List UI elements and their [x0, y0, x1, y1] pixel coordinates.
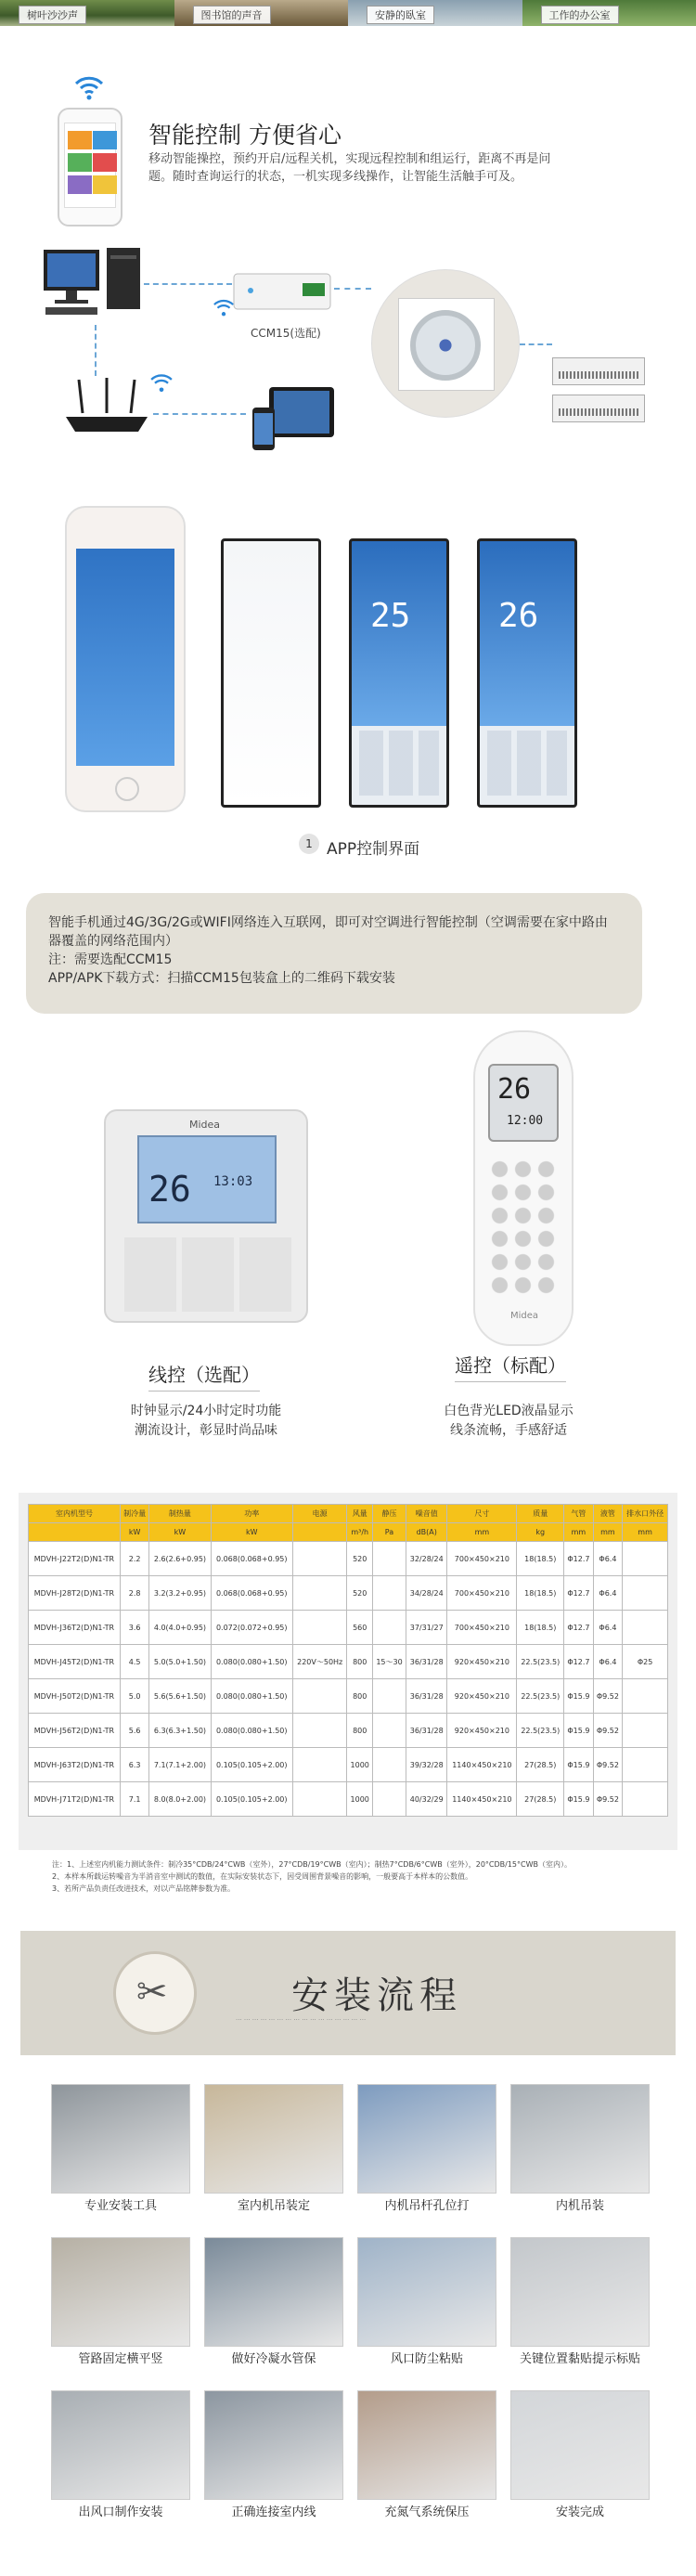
- table-cell: 800: [347, 1679, 372, 1714]
- install-step: [204, 2390, 343, 2525]
- table-cell: Φ15.9: [564, 1782, 594, 1817]
- table-cell: 22.5(23.5): [517, 1645, 564, 1679]
- table-cell: 2.8: [120, 1576, 148, 1611]
- table-cell: 4.5: [120, 1645, 148, 1679]
- table-header-cell: 液管: [593, 1505, 623, 1523]
- photo-caption: 图书馆的声音: [193, 6, 271, 24]
- table-cell: 920×450×210: [447, 1714, 517, 1748]
- table-cell: 36/31/28: [406, 1679, 447, 1714]
- table-header-cell: 质量: [517, 1505, 564, 1523]
- table-header-cell: 尺寸: [447, 1505, 517, 1523]
- table-cell: Φ12.7: [564, 1645, 594, 1679]
- table-header-cell: 静压: [372, 1505, 406, 1523]
- table-header-cell: 噪音值: [406, 1505, 447, 1523]
- table-unit-cell: kW: [120, 1523, 148, 1542]
- table-cell: 36/31/28: [406, 1645, 447, 1679]
- info-box: [26, 893, 642, 1014]
- table-unit-cell: mm: [623, 1523, 668, 1542]
- brand-logo: Midea: [189, 1119, 221, 1131]
- table-cell: 1140×450×210: [447, 1748, 517, 1782]
- smart-control-headline: 智能控制 方便省心: [148, 122, 342, 149]
- table-cell: 0.080(0.080+1.50): [211, 1679, 292, 1714]
- table-cell: 4.0(4.0+0.95): [149, 1611, 211, 1645]
- table-cell: Φ9.52: [593, 1714, 623, 1748]
- table-cell: 1000: [347, 1782, 372, 1817]
- connection-line: [95, 325, 97, 376]
- table-cell: [623, 1611, 668, 1645]
- table-cell: Φ6.4: [593, 1576, 623, 1611]
- install-step: [510, 2084, 650, 2219]
- table-cell: [623, 1714, 668, 1748]
- table-cell: 22.5(23.5): [517, 1679, 564, 1714]
- table-cell: 5.6: [120, 1714, 148, 1748]
- photo-bedroom: [348, 0, 522, 26]
- install-step-label: 关键位置黏贴提示标贴: [519, 2352, 640, 2366]
- table-header-cell: 制热量: [149, 1505, 211, 1523]
- table-row: [29, 1611, 668, 1645]
- wired-controller-image: [104, 1109, 308, 1323]
- table-cell: 7.1: [120, 1782, 148, 1817]
- install-step-photo: [357, 2390, 496, 2500]
- install-step: [357, 2390, 496, 2525]
- table-cell: 0.072(0.072+0.95): [211, 1611, 292, 1645]
- install-step-label: 室内机吊装定: [237, 2199, 310, 2213]
- table-cell: 37/31/27: [406, 1611, 447, 1645]
- wifi-icon: [212, 297, 236, 317]
- table-cell: Φ15.9: [564, 1714, 594, 1748]
- smart-control-description: 移动智能操控，预约开启/远程关机，实现远程控制和组运行，距离不再是问题。随时查询运行的状态，一机实现多线操作，让智能生活触手可及。: [148, 152, 551, 184]
- install-step-photo: [357, 2237, 496, 2347]
- table-unit-cell: kW: [211, 1523, 292, 1542]
- table-cell: [372, 1748, 406, 1782]
- install-step-photo: [510, 2084, 650, 2194]
- router-image: [60, 376, 153, 436]
- table-cell: 800: [347, 1714, 372, 1748]
- smartphone-image: [58, 108, 122, 227]
- table-cell: [623, 1576, 668, 1611]
- tablet-and-phone-image: [251, 385, 353, 452]
- photo-caption: 工作的办公室: [541, 6, 619, 24]
- table-header-cell: 排水口外径: [623, 1505, 668, 1523]
- table-cell: 520: [347, 1576, 372, 1611]
- install-subtitle: ··· ··· ··· ··· ··· ··· ··· ··· ··· ··· ··· ··· ··· ··· ··· ···: [236, 2016, 367, 2024]
- wifi-icon: [148, 371, 174, 394]
- table-row: [29, 1679, 668, 1714]
- table-cell: 15～30: [372, 1645, 406, 1679]
- table-unit-cell: dB(A): [406, 1523, 447, 1542]
- table-cell: [292, 1714, 347, 1748]
- table-cell: [623, 1782, 668, 1817]
- install-step-label: 专业安装工具: [84, 2199, 157, 2213]
- table-cell: 6.3(6.3+1.50): [149, 1714, 211, 1748]
- info-line: APP/APK下载方式：扫描CCM15包装盒上的二维码下载安装: [48, 971, 395, 986]
- table-cell: 6.3: [120, 1748, 148, 1782]
- install-step-photo: [204, 2390, 343, 2500]
- table-cell: MDVH-J28T2(D)N1-TR: [29, 1576, 121, 1611]
- install-step-label: 内机吊装: [555, 2199, 604, 2213]
- table-cell: 700×450×210: [447, 1576, 517, 1611]
- table-cell: MDVH-J36T2(D)N1-TR: [29, 1611, 121, 1645]
- table-cell: 18(18.5): [517, 1542, 564, 1576]
- table-cell: 0.080(0.080+1.50): [211, 1714, 292, 1748]
- install-step-label: 安装完成: [555, 2505, 604, 2519]
- install-step: [357, 2084, 496, 2219]
- table-cell: Φ12.7: [564, 1542, 594, 1576]
- connection-line: [334, 288, 371, 290]
- install-step: [510, 2390, 650, 2525]
- connection-line: [520, 343, 552, 345]
- table-cell: [372, 1576, 406, 1611]
- table-cell: 5.6(5.6+1.50): [149, 1679, 211, 1714]
- install-step: [510, 2237, 650, 2372]
- controller-temp: 26: [148, 1169, 191, 1210]
- note-line: 注：1、上述室内机能力测试条件：制冷35°CDB/24°CWB（室外），27°CDB/19°CWB（室内）；制热7°CDB/6°CWB（室外），20°CDB/15°CWB（室内）。: [52, 1860, 572, 1869]
- table-unit-cell: Pa: [372, 1523, 406, 1542]
- note-line: 2、本样本所载运转噪音为半消音室中测试的数值，在实际安装状态下，因受周围背景噪音的影响，一般要高于本样本的公数值。: [52, 1872, 473, 1881]
- table-header-cell: 功率: [211, 1505, 292, 1523]
- app-screen-image: [349, 538, 449, 808]
- install-step-label: 内机吊杆孔位打: [384, 2199, 470, 2213]
- table-cell: 2.2: [120, 1542, 148, 1576]
- table-cell: 0.068(0.068+0.95): [211, 1576, 292, 1611]
- install-step-label: 正确连接室内线: [231, 2505, 316, 2519]
- table-row: [29, 1748, 668, 1782]
- remote-clock: 12:00: [507, 1114, 544, 1128]
- install-step-photo: [204, 2237, 343, 2347]
- table-unit-cell: m³/h: [347, 1523, 372, 1542]
- table-cell: 2.6(2.6+0.95): [149, 1542, 211, 1576]
- table-cell: 560: [347, 1611, 372, 1645]
- indoor-unit-image: [552, 395, 645, 422]
- ccm15-label: CCM15(选配): [251, 327, 321, 340]
- install-step-label: 风口防尘粘贴: [390, 2352, 463, 2366]
- photo-leaves: [0, 0, 174, 26]
- table-cell: 22.5(23.5): [517, 1714, 564, 1748]
- install-step: [204, 2084, 343, 2219]
- wifi-icon: [72, 74, 106, 100]
- table-cell: 39/32/28: [406, 1748, 447, 1782]
- table-unit-cell: mm: [593, 1523, 623, 1542]
- table-cell: Φ9.52: [593, 1748, 623, 1782]
- ccm15-gateway-image: [232, 265, 334, 316]
- table-row: [29, 1714, 668, 1748]
- table-cell: MDVH-J50T2(D)N1-TR: [29, 1679, 121, 1714]
- table-unit-cell: [292, 1523, 347, 1542]
- install-step: [51, 2084, 190, 2219]
- wired-controller-desc: 时钟显示/24小时定时功能 潮流设计，彰显时尚品味: [130, 1404, 282, 1438]
- caption-number-badge: 1: [299, 834, 319, 854]
- install-step-photo: [51, 2237, 190, 2347]
- table-cell: 1140×450×210: [447, 1782, 517, 1817]
- table-cell: 0.080(0.080+1.50): [211, 1645, 292, 1679]
- table-cell: 800: [347, 1645, 372, 1679]
- table-header-cell: 制冷量: [120, 1505, 148, 1523]
- table-cell: 0.105(0.105+2.00): [211, 1748, 292, 1782]
- table-cell: [372, 1542, 406, 1576]
- app-screen-image: [477, 538, 577, 808]
- table-cell: 1000: [347, 1748, 372, 1782]
- table-row: [29, 1645, 668, 1679]
- table-cell: Φ9.52: [593, 1782, 623, 1817]
- table-header-cell: 室内机型号: [29, 1505, 121, 1523]
- table-cell: 220V～50Hz: [292, 1645, 347, 1679]
- table-cell: MDVH-J63T2(D)N1-TR: [29, 1748, 121, 1782]
- table-cell: 3.6: [120, 1611, 148, 1645]
- table-cell: 40/32/29: [406, 1782, 447, 1817]
- table-notes: [52, 1858, 655, 1895]
- install-step-photo: [51, 2084, 190, 2194]
- connection-line: [153, 413, 246, 415]
- app-caption: APP控制界面: [327, 840, 420, 859]
- install-step: [357, 2237, 496, 2372]
- install-step-photo: [51, 2390, 190, 2500]
- brand-logo: Midea: [510, 1311, 539, 1321]
- install-step-photo: [510, 2237, 650, 2347]
- table-cell: 520: [347, 1542, 372, 1576]
- desktop-computer-image: [42, 246, 144, 320]
- tools-icon: ✂: [113, 1951, 197, 2035]
- table-cell: 32/28/24: [406, 1542, 447, 1576]
- table-cell: 700×450×210: [447, 1611, 517, 1645]
- table-cell: 7.1(7.1+2.00): [149, 1748, 211, 1782]
- photo-caption: 安静的臥室: [367, 6, 434, 24]
- remote-controller-desc: 白色背光LED液晶显示 线条流畅，手感舒适: [444, 1404, 574, 1438]
- table-unit-cell: [29, 1523, 121, 1542]
- table-cell: 700×450×210: [447, 1542, 517, 1576]
- table-cell: 36/31/28: [406, 1714, 447, 1748]
- indoor-unit-image: [552, 357, 645, 385]
- table-unit-cell: kW: [149, 1523, 211, 1542]
- table-cell: 18(18.5): [517, 1576, 564, 1611]
- table-cell: MDVH-J71T2(D)N1-TR: [29, 1782, 121, 1817]
- table-cell: [372, 1714, 406, 1748]
- install-step: [51, 2390, 190, 2525]
- install-banner: [20, 1931, 676, 2055]
- table-row: [29, 1542, 668, 1576]
- table-row: [29, 1782, 668, 1817]
- install-step-label: 出风口制作安装: [78, 2505, 163, 2519]
- install-step-label: 管路固定横平竖: [78, 2352, 163, 2366]
- table-cell: Φ12.7: [564, 1576, 594, 1611]
- table-cell: Φ6.4: [593, 1645, 623, 1679]
- photo-office: [522, 0, 696, 26]
- table-cell: [292, 1576, 347, 1611]
- table-cell: [623, 1748, 668, 1782]
- table-cell: [372, 1679, 406, 1714]
- table-cell: Φ15.9: [564, 1748, 594, 1782]
- table-cell: MDVH-J45T2(D)N1-TR: [29, 1645, 121, 1679]
- table-cell: 8.0(8.0+2.00): [149, 1782, 211, 1817]
- install-step: [51, 2237, 190, 2372]
- install-step-label: 充氮气系统保压: [384, 2505, 470, 2519]
- table-cell: [372, 1782, 406, 1817]
- spec-table-container: [19, 1493, 677, 1850]
- install-step-label: 做好冷凝水管保: [231, 2352, 316, 2366]
- table-cell: MDVH-J22T2(D)N1-TR: [29, 1542, 121, 1576]
- controller-clock: 13:03: [213, 1174, 253, 1189]
- table-cell: [372, 1611, 406, 1645]
- table-cell: MDVH-J56T2(D)N1-TR: [29, 1714, 121, 1748]
- table-cell: Φ6.4: [593, 1542, 623, 1576]
- table-cell: 27(28.5): [517, 1748, 564, 1782]
- app-temperature: 26: [498, 597, 539, 635]
- table-cell: [623, 1542, 668, 1576]
- table-cell: 27(28.5): [517, 1782, 564, 1817]
- remote-controller-image: [473, 1030, 574, 1346]
- app-screen-image: [221, 538, 321, 808]
- top-photo-strip: [0, 0, 696, 26]
- spec-table: [28, 1504, 668, 1817]
- table-cell: [292, 1679, 347, 1714]
- app-temperature: 25: [370, 597, 411, 635]
- install-step: [204, 2237, 343, 2372]
- table-cell: 34/28/24: [406, 1576, 447, 1611]
- install-title: 安装流程: [291, 1974, 462, 2017]
- install-step-photo: [357, 2084, 496, 2194]
- table-cell: Φ15.9: [564, 1679, 594, 1714]
- app-login-phone-image: [65, 506, 186, 812]
- table-cell: Φ6.4: [593, 1611, 623, 1645]
- table-cell: [292, 1748, 347, 1782]
- outdoor-unit-image: [371, 269, 520, 418]
- table-cell: 0.068(0.068+0.95): [211, 1542, 292, 1576]
- remote-controller-title: 遥控（标配）: [455, 1351, 566, 1382]
- remote-temp: 26: [497, 1073, 532, 1106]
- table-unit-row: [29, 1523, 668, 1542]
- table-header-cell: 电源: [292, 1505, 347, 1523]
- table-unit-cell: mm: [564, 1523, 594, 1542]
- table-cell: Φ25: [623, 1645, 668, 1679]
- table-unit-cell: mm: [447, 1523, 517, 1542]
- table-cell: 920×450×210: [447, 1679, 517, 1714]
- table-cell: 5.0(5.0+1.50): [149, 1645, 211, 1679]
- info-line: 注：需要选配CCM15: [48, 952, 173, 967]
- table-row: [29, 1576, 668, 1611]
- wired-controller-title: 线控（选配）: [148, 1360, 260, 1392]
- table-cell: 920×450×210: [447, 1645, 517, 1679]
- photo-caption: 树叶沙沙声: [19, 6, 86, 24]
- table-unit-cell: kg: [517, 1523, 564, 1542]
- note-line: 3、若所产品负责任改进技术，对以产品铭牌参数为准。: [52, 1884, 236, 1893]
- table-cell: Φ9.52: [593, 1679, 623, 1714]
- connection-line: [144, 283, 232, 285]
- photo-library: [174, 0, 349, 26]
- table-cell: 3.2(3.2+0.95): [149, 1576, 211, 1611]
- table-header-cell: 风量: [347, 1505, 372, 1523]
- table-cell: [623, 1679, 668, 1714]
- table-cell: 0.105(0.105+2.00): [211, 1782, 292, 1817]
- install-step-photo: [510, 2390, 650, 2500]
- table-header-row: [29, 1505, 668, 1523]
- table-header-cell: 气管: [564, 1505, 594, 1523]
- info-line: 智能手机通过4G/3G/2G或WIFI网络连入互联网，即可对空调进行智能控制（空调需要在家中路由器覆盖的网络范围内）: [48, 915, 608, 949]
- table-cell: [292, 1782, 347, 1817]
- table-cell: 18(18.5): [517, 1611, 564, 1645]
- table-cell: Φ12.7: [564, 1611, 594, 1645]
- table-cell: 5.0: [120, 1679, 148, 1714]
- table-cell: [292, 1542, 347, 1576]
- install-step-photo: [204, 2084, 343, 2194]
- table-cell: [292, 1611, 347, 1645]
